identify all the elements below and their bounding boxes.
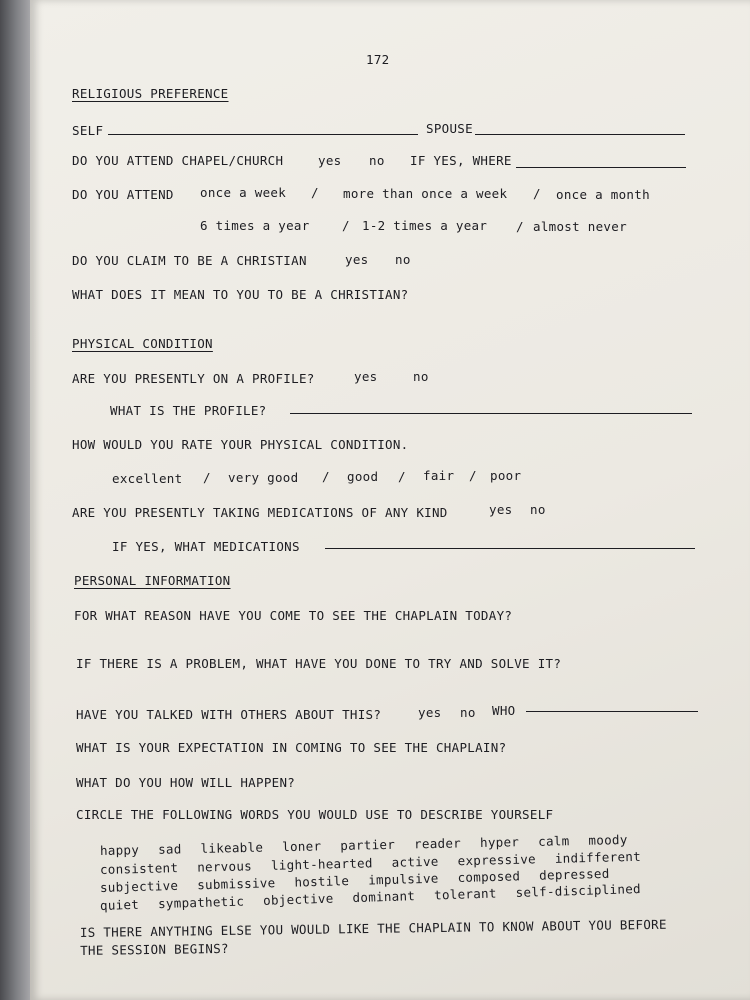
self-label: SELF <box>72 123 104 138</box>
descriptor-word[interactable]: calm <box>538 833 570 849</box>
descriptor-word[interactable]: tolerant <box>433 885 497 903</box>
descriptor-word[interactable]: impulsive <box>367 870 439 888</box>
separator-slash: / <box>469 468 477 483</box>
descriptor-word[interactable]: subjective <box>99 877 179 895</box>
book-spine-shadow <box>0 0 30 1000</box>
christian-meaning-question: WHAT DOES IT MEAN TO YOU TO BE A CHRISTIAN? <box>72 287 409 302</box>
attend-frequency-question: DO YOU ATTEND <box>72 187 174 202</box>
section-heading-personal: PERSONAL INFORMATION <box>74 573 231 588</box>
problem-question: IF THERE IS A PROBLEM, WHAT HAVE YOU DONE TO TRY AND SOLVE IT? <box>76 656 562 671</box>
section-heading-physical: PHYSICAL CONDITION <box>72 336 213 351</box>
happen-question: WHAT DO YOU HOW WILL HAPPEN? <box>76 775 296 790</box>
attend-church-question: DO YOU ATTEND CHAPEL/CHURCH <box>72 153 284 168</box>
descriptor-word[interactable]: self-disciplined <box>515 881 642 900</box>
descriptor-word[interactable]: sympathetic <box>157 893 245 912</box>
descriptor-word[interactable]: submissive <box>197 875 276 893</box>
freq-option-once-a-month[interactable]: once a month <box>556 187 650 202</box>
spouse-answer-line[interactable] <box>475 134 685 135</box>
freq-option-once-a-week[interactable]: once a week <box>200 185 287 200</box>
what-profile-label: WHAT IS THE PROFILE? <box>110 403 267 418</box>
rating-option-poor[interactable]: poor <box>490 468 522 483</box>
descriptor-word[interactable]: partier <box>340 836 396 853</box>
descriptor-word[interactable]: composed <box>457 868 521 886</box>
descriptor-word[interactable]: consistent <box>99 860 179 877</box>
descriptor-word[interactable]: active <box>391 853 439 870</box>
attend-church-yes-option[interactable]: yes <box>318 153 342 168</box>
profile-question: ARE YOU PRESENTLY ON A PROFILE? <box>72 371 315 386</box>
separator-slash: / <box>516 219 524 234</box>
rating-option-good[interactable]: good <box>347 469 379 484</box>
separator-slash: / <box>311 185 319 200</box>
if-yes-medications-label: IF YES, WHAT MEDICATIONS <box>112 539 300 554</box>
reason-question: FOR WHAT REASON HAVE YOU COME TO SEE THE CHAPLAIN TODAY? <box>74 608 513 623</box>
medications-question: ARE YOU PRESENTLY TAKING MEDICATIONS OF ANY KIND <box>72 505 448 520</box>
descriptor-word[interactable]: reader <box>413 835 462 852</box>
rating-option-fair[interactable]: fair <box>423 468 455 483</box>
descriptor-word[interactable]: nervous <box>197 858 253 875</box>
talked-yes-option[interactable]: yes <box>418 705 442 720</box>
who-label: WHO <box>492 703 516 718</box>
medications-answer-line[interactable] <box>325 548 695 549</box>
descriptor-word[interactable]: expressive <box>457 851 537 869</box>
descriptor-word[interactable]: loner <box>282 838 322 855</box>
christian-yes-option[interactable]: yes <box>345 252 369 267</box>
freq-option-1-2-times-a-year[interactable]: 1-2 times a year <box>362 218 488 233</box>
talked-question: HAVE YOU TALKED WITH OTHERS ABOUT THIS? <box>76 707 382 722</box>
separator-slash: / <box>322 469 330 484</box>
descriptor-word[interactable]: light-hearted <box>270 855 373 873</box>
separator-slash: / <box>398 469 406 484</box>
rating-option-excellent[interactable]: excellent <box>112 471 183 486</box>
separator-slash: / <box>203 470 211 485</box>
section-heading-religious: RELIGIOUS PREFERENCE <box>72 86 229 101</box>
descriptor-word[interactable]: indifferent <box>554 848 642 866</box>
descriptor-word[interactable]: moody <box>588 831 628 848</box>
separator-slash: / <box>342 218 350 233</box>
freq-option-more-than-once[interactable]: more than once a week <box>343 186 508 201</box>
descriptor-word[interactable]: dominant <box>352 888 416 906</box>
where-answer-line[interactable] <box>516 167 686 168</box>
descriptor-word[interactable]: objective <box>262 890 334 908</box>
christian-question: DO YOU CLAIM TO BE A CHRISTIAN <box>72 253 307 268</box>
rating-option-very-good[interactable]: very good <box>228 470 299 485</box>
christian-no-option[interactable]: no <box>395 252 411 267</box>
freq-option-6-times-a-year[interactable]: 6 times a year <box>200 218 310 233</box>
rate-condition-question: HOW WOULD YOU RATE YOUR PHYSICAL CONDITION. <box>72 437 409 452</box>
page-number: 172 <box>366 52 390 67</box>
expectation-question: WHAT IS YOUR EXPECTATION IN COMING TO SEE THE CHAPLAIN? <box>76 740 507 755</box>
circle-words-instruction: CIRCLE THE FOLLOWING WORDS YOU WOULD USE TO DESCRIBE YOURSELF <box>76 807 554 822</box>
descriptor-word[interactable]: depressed <box>538 865 610 883</box>
separator-slash: / <box>533 186 541 201</box>
self-answer-line[interactable] <box>108 134 418 135</box>
spouse-label: SPOUSE <box>426 121 473 136</box>
descriptor-word[interactable]: likeable <box>200 839 264 856</box>
medications-no-option[interactable]: no <box>530 502 546 517</box>
anything-else-line-1: IS THERE ANYTHING ELSE YOU WOULD LIKE THE CHAPLAIN TO KNOW ABOUT YOU BEFORE <box>79 916 667 941</box>
profile-yes-option[interactable]: yes <box>354 369 378 384</box>
descriptor-word[interactable]: hostile <box>294 873 350 890</box>
profile-no-option[interactable]: no <box>413 369 429 384</box>
if-yes-where-label: IF YES, WHERE <box>410 153 512 168</box>
who-answer-line[interactable] <box>526 711 698 712</box>
medications-yes-option[interactable]: yes <box>489 502 513 517</box>
descriptor-word[interactable]: sad <box>157 841 182 857</box>
talked-no-option[interactable]: no <box>460 705 476 720</box>
anything-else-question <box>80 917 667 957</box>
anything-else-line-2: THE SESSION BEGINS? <box>80 940 229 958</box>
profile-answer-line[interactable] <box>290 413 692 414</box>
descriptor-word[interactable]: happy <box>99 842 140 858</box>
freq-option-almost-never[interactable]: almost never <box>533 219 627 234</box>
descriptor-word[interactable]: quiet <box>99 896 140 913</box>
attend-church-no-option[interactable]: no <box>369 153 385 168</box>
descriptor-word[interactable]: hyper <box>479 834 520 851</box>
